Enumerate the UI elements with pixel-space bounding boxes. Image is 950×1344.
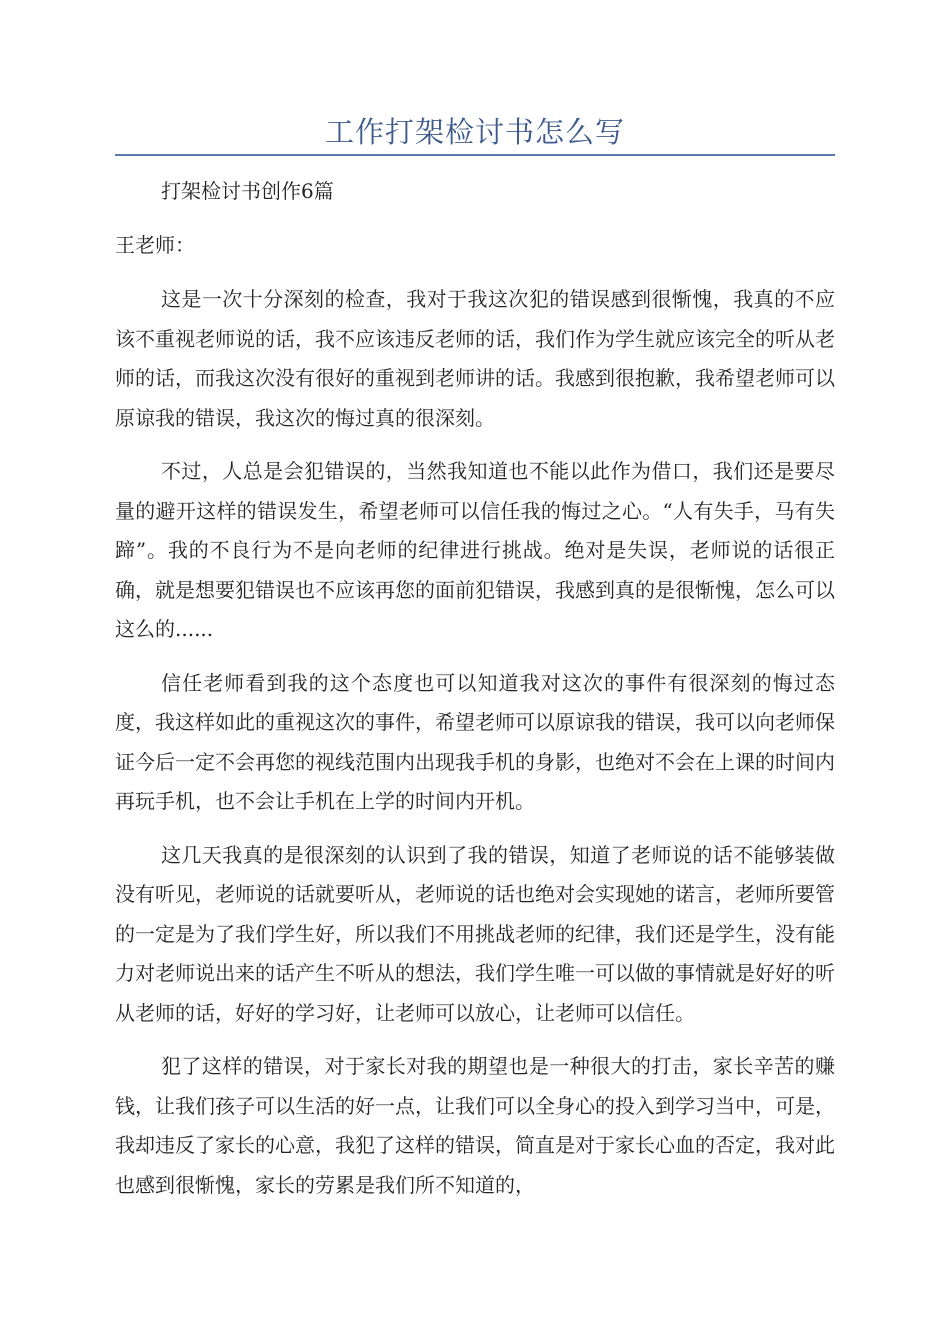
paragraph: 这几天我真的是很深刻的认识到了我的错误，知道了老师说的话不能够装做没有听见，老师说的话就要听从，老师说的话也绝对会实现她的诺言，老师所要管的一定是为了我们学生好，所以我们不用挑战老师的纪律，我们还是学生，没有能力对老师说出来的话产生不听从的想法，我们学生唯一可以做的事情就是好好的听从老师的话，好好的学习好，让老师可以放心，让老师可以信任。 <box>115 842 835 1025</box>
document-title: 工作打架检讨书怎么写 <box>324 115 625 149</box>
salutation: 王老师： <box>115 232 195 257</box>
paragraph: 不过，人总是会犯错误的，当然我知道也不能以此作为借口，我们还是要尽量的避开这样的错误发生，希望老师可以信任我的悔过之心。“人有失手，马有失蹄”。我的不良行为不是向老师的纪律进行挑战。绝对是失误，老师说的话很正确，就是想要犯错误也不应该再您的面前犯错误，我感到真的是很惭愧，怎么可以这么的...... <box>115 459 835 641</box>
document-body <box>115 172 835 1219</box>
title-underline <box>115 154 835 156</box>
paragraph: 信任老师看到我的这个态度也可以知道我对这次的事件有很深刻的悔过态度，我这样如此的重视这次的事件，希望老师可以原谅我的错误，我可以向老师保证今后一定不会再您的视线范围内出现我手机的身影，也绝对不会在上课的时间内再玩手机，也不会让手机在上学的时间内开机。 <box>115 670 835 813</box>
paragraph: 犯了这样的错误，对于家长对我的期望也是一种很大的打击，家长辛苦的赚钱，让我们孩子可以生活的好一点，让我们可以全身心的投入到学习当中，可是，我却违反了家长的心意，我犯了这样的错误，简直是对于家长心血的否定，我对此也感到很惭愧，家长的劳累是我们所不知道的， <box>115 1054 835 1197</box>
paragraph: 这是一次十分深刻的检查，我对于我这次犯的错误感到很惭愧，我真的不应该不重视老师说的话，我不应该违反老师的话，我们作为学生就应该完全的听从老师的话，而我这次没有很好的重视到老师讲的话。我感到很抱歉，我希望老师可以原谅我的错误，我这次的悔过真的很深刻。 <box>115 287 835 430</box>
document-subtitle: 打架检讨书创作6篇 <box>161 179 334 203</box>
